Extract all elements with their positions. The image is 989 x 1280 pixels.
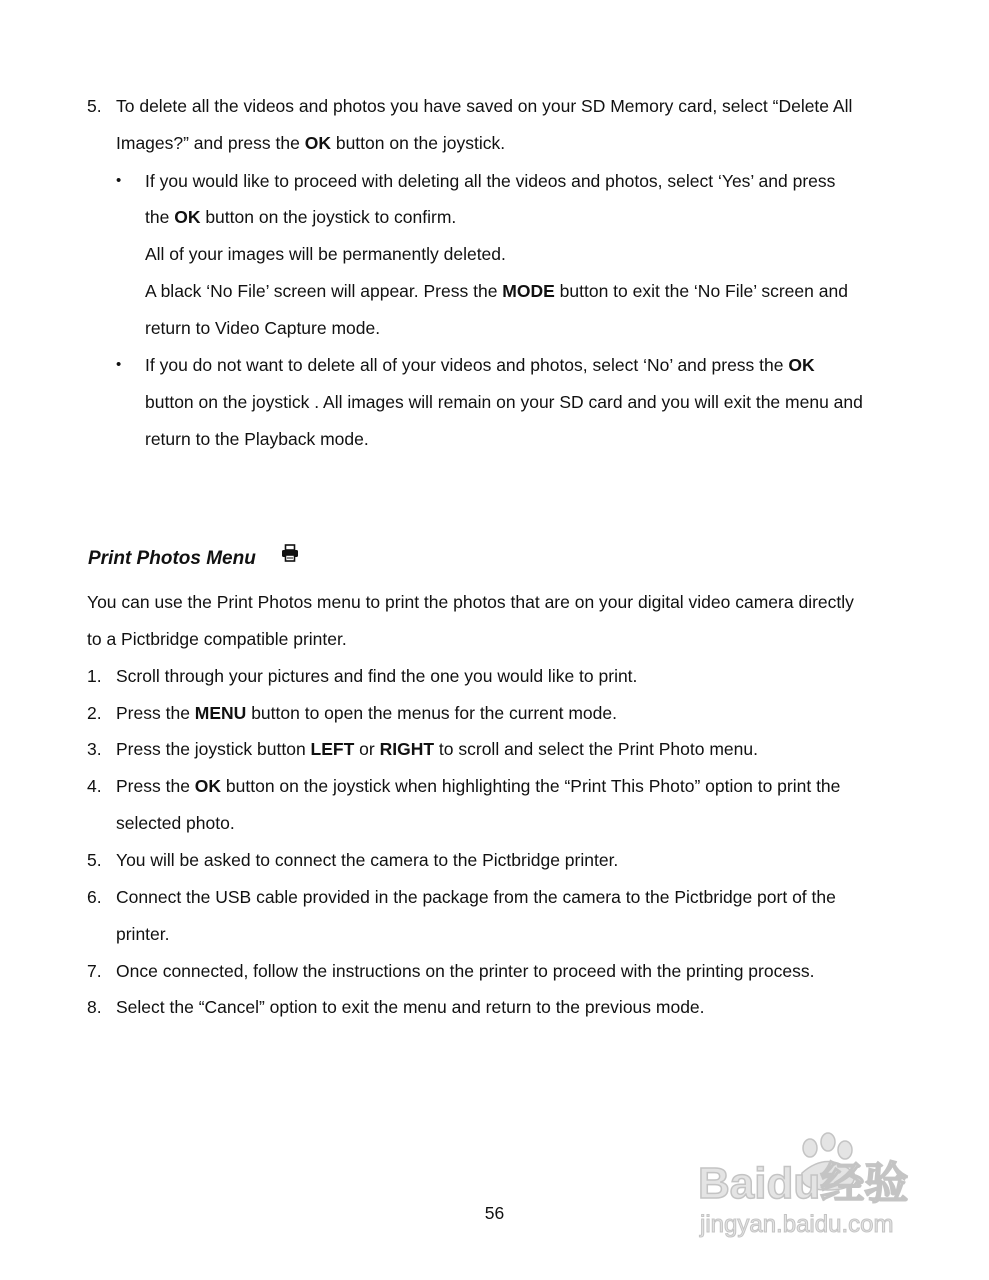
step-number: 3. [87,739,102,759]
step-number: 6. [87,887,102,907]
step-text: Press the OK button on the joystick when highlighting the “Print This Photo” option to print the [116,776,841,796]
step-number: 8. [87,997,102,1017]
watermark-brand: Baidu经验 [698,1159,909,1208]
step-text-continued: printer. [116,924,170,944]
step-text-continued: selected photo. [116,813,235,833]
step-number: 4. [87,776,102,796]
step-number: 7. [87,961,102,981]
watermark-url: jingyan.baidu.com [700,1211,894,1238]
bullet-icon: • [116,172,122,189]
bullet-text: If you do not want to delete all of your videos and photos, select ‘No’ and press the OK [145,355,815,375]
bullet-text-continued: All of your images will be permanently deleted. [145,244,506,264]
step-number: 5. [87,96,102,116]
bullet-text-continued: return to Video Capture mode. [145,318,381,338]
step-text-continued: Images?” and press the OK button on the joystick. [116,133,506,153]
step-number: 1. [87,666,102,686]
intro-text: You can use the Print Photos menu to print the photos that are on your digital video camera directly [87,592,854,612]
bullet-text: If you would like to proceed with deleting all the videos and photos, select ‘Yes’ and press [145,171,836,191]
step-text: You will be asked to connect the camera to the Pictbridge printer. [116,850,619,870]
section-heading: Print Photos Menu [88,548,256,569]
intro-text-continued: to a Pictbridge compatible printer. [87,629,347,649]
bullet-text-continued: button on the joystick . All images will remain on your SD card and you will exit the menu and [145,392,863,412]
step-text: Select the “Cancel” option to exit the menu and return to the previous mode. [116,997,705,1017]
step-number: 5. [87,850,102,870]
step-text: Scroll through your pictures and find the one you would like to print. [116,666,638,686]
bullet-text-continued: return to the Playback mode. [145,429,369,449]
bullet-text-continued: the OK button on the joystick to confirm. [145,207,457,227]
baidu-watermark-logo [690,1128,935,1243]
printer-icon [281,544,299,562]
step-text: Press the joystick button LEFT or RIGHT to scroll and select the Print Photo menu. [116,739,758,759]
step-text: Connect the USB cable provided in the package from the camera to the Pictbridge port of the [116,887,836,907]
bullet-text-continued: A black ‘No File’ screen will appear. Press the MODE button to exit the ‘No File’ screen and [145,281,848,301]
step-text: To delete all the videos and photos you have saved on your SD Memory card, select “Delete All [116,96,853,116]
bullet-icon: • [116,356,122,373]
step-number: 2. [87,703,102,723]
page-number: 56 [484,1203,505,1223]
step-text: Press the MENU button to open the menus for the current mode. [116,703,617,723]
step-text: Once connected, follow the instructions on the printer to proceed with the printing process. [116,961,815,981]
